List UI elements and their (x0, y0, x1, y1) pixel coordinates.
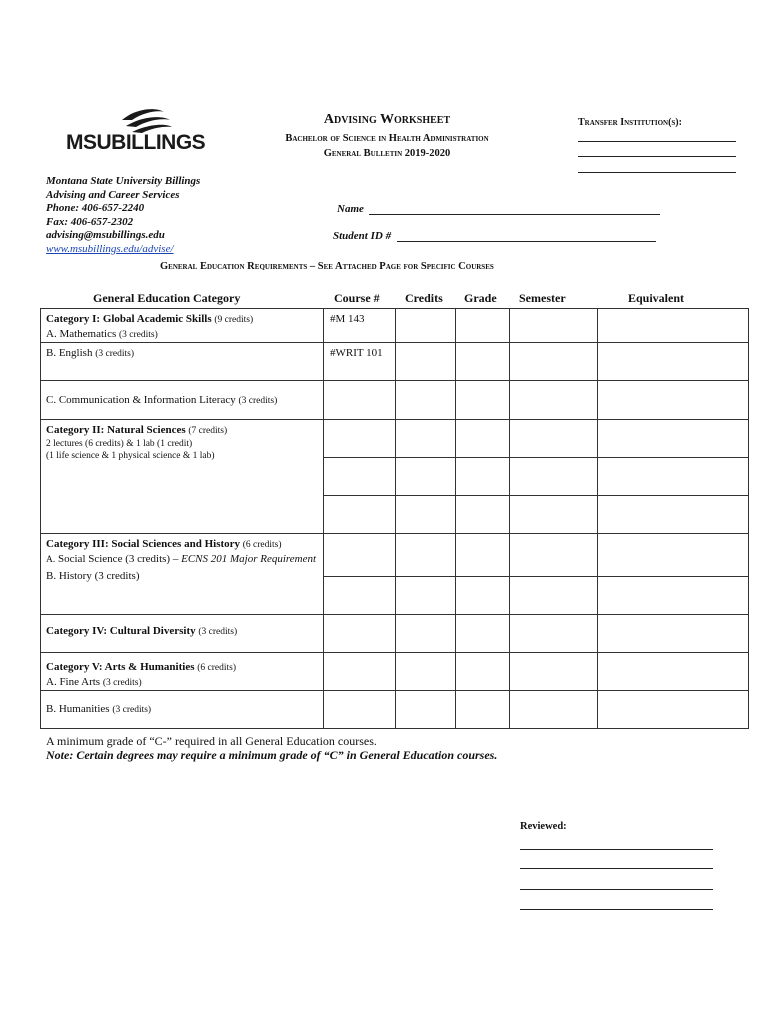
requirement-credits: (3 credits) (119, 330, 158, 340)
course-cell[interactable] (324, 420, 396, 458)
name-field[interactable] (369, 214, 660, 215)
reviewed-line-3[interactable] (520, 889, 713, 890)
col-header-semester: Semester (519, 291, 566, 305)
requirement-label: A. Fine Arts (46, 676, 101, 688)
student-id-label: Student ID # (333, 230, 392, 242)
requirement-credits: (3 credits) (238, 395, 278, 406)
category-credits: (6 credits) (242, 540, 282, 550)
semester-cell[interactable] (510, 577, 598, 615)
category-name: Category III: Social Sciences and History (46, 538, 241, 550)
phone-number: Phone: 406-657-2240 (46, 202, 145, 214)
transfer-institution-line-3[interactable] (578, 172, 736, 173)
grade-cell[interactable] (456, 343, 510, 381)
course-cell[interactable]: #WRIT 101 (324, 343, 396, 381)
reviewed-line-2[interactable] (520, 868, 713, 869)
credits-cell[interactable] (396, 458, 456, 496)
credits-cell[interactable] (396, 309, 456, 343)
gen-ed-section-header: General Education Requirements – See Attached Page for Specific Courses (160, 261, 494, 272)
category-name: Category IV: Cultural Diversity (46, 625, 196, 637)
requirement-label: C. Communication & Information Literacy (46, 393, 236, 406)
dept-name: Advising and Career Services (46, 188, 180, 201)
transfer-institution-label: Transfer Institution(s): (578, 117, 682, 128)
category-cell (41, 615, 324, 653)
category-name: Category I: Global Academic Skills (46, 313, 212, 325)
email-address: advising@msubillings.edu (46, 229, 165, 241)
requirement-label: A. Mathematics (46, 328, 117, 340)
category-credits: (6 credits) (197, 663, 237, 673)
category-cell (41, 691, 324, 729)
semester-cell[interactable] (510, 420, 598, 458)
table-row (41, 653, 749, 691)
course-cell[interactable] (324, 458, 396, 496)
transfer-institution-line-1[interactable] (578, 141, 736, 142)
table-row (41, 381, 749, 420)
credits-cell[interactable] (396, 381, 456, 420)
reviewed-line-4[interactable] (520, 909, 713, 910)
brand-wordmark: MSUBILLINGS (66, 131, 206, 154)
credits-cell[interactable] (396, 534, 456, 577)
category-note: (1 life science & 1 physical science & 1 lab) (46, 451, 215, 461)
grade-cell[interactable] (456, 534, 510, 577)
category-note: 2 lectures (6 credits) & 1 lab (1 credit) (46, 439, 193, 449)
requirement-credits: (3 credits) (95, 349, 134, 359)
grade-cell[interactable] (456, 577, 510, 615)
grade-cell[interactable] (456, 458, 510, 496)
contact-block (46, 175, 200, 256)
degree-grade-note: Note: Certain degrees may require a minimum grade of “C” in General Education courses. (46, 748, 498, 762)
grade-cell[interactable] (456, 496, 510, 534)
grade-cell[interactable] (456, 309, 510, 343)
gen-ed-table (40, 308, 749, 729)
requirement-credits: (3 credits) (102, 678, 142, 688)
fax-number: Fax: 406-657-2302 (46, 215, 134, 228)
category-cell (41, 534, 324, 615)
equivalent-cell[interactable] (598, 309, 749, 343)
requirement-prefix: A. (46, 555, 56, 565)
semester-cell[interactable] (510, 534, 598, 577)
equivalent-cell[interactable] (598, 343, 749, 381)
col-header-equivalent: Equivalent (628, 291, 685, 305)
major-requirement: ECNS 201 Major Requirement (181, 553, 317, 565)
grade-cell[interactable] (456, 381, 510, 420)
credits-cell[interactable] (396, 615, 456, 653)
semester-cell[interactable] (510, 343, 598, 381)
table-row (41, 534, 749, 577)
col-header-grade: Grade (464, 291, 497, 305)
org-name: Montana State University Billings (46, 175, 201, 187)
col-header-category: General Education Category (93, 291, 241, 305)
category-cell (41, 653, 324, 691)
credits-cell[interactable] (396, 496, 456, 534)
table-row (41, 615, 749, 653)
table-row (41, 309, 749, 343)
requirement-credits: (3 credits) (112, 705, 152, 715)
worksheet-title: Advising Worksheet (323, 112, 451, 127)
semester-cell[interactable] (510, 653, 598, 691)
category-name: Category II: Natural Sciences (46, 424, 186, 436)
min-grade-note: A minimum grade of “C-” required in all General Education courses. (46, 734, 377, 748)
col-header-credits: Credits (405, 291, 443, 305)
semester-cell[interactable] (510, 496, 598, 534)
semester-cell[interactable] (510, 691, 598, 729)
category-credits: (9 credits) (214, 315, 254, 325)
category-cell (41, 309, 324, 343)
category-cell (41, 343, 324, 381)
category-credits: (7 credits) (188, 426, 228, 436)
course-cell[interactable] (324, 496, 396, 534)
table-row (41, 691, 749, 729)
reviewed-line-1[interactable] (520, 849, 713, 850)
bulletin-year: General Bulletin 2019-2020 (323, 148, 451, 159)
table-row (41, 343, 749, 381)
name-label: Name (337, 203, 364, 215)
col-header-course: Course # (334, 291, 380, 305)
course-cell[interactable] (324, 653, 396, 691)
semester-cell[interactable] (510, 309, 598, 343)
website-link[interactable]: www.msubillings.edu/advise/ (46, 242, 174, 255)
transfer-institution-line-2[interactable] (578, 156, 736, 157)
credits-cell[interactable] (396, 691, 456, 729)
grade-cell[interactable] (456, 653, 510, 691)
category-cell (41, 420, 324, 534)
equivalent-cell[interactable] (598, 653, 749, 691)
requirement-label: Social Science (3 credits) – (58, 553, 179, 565)
degree-name: Bachelor of Science in Health Administration (285, 133, 489, 144)
course-cell[interactable] (324, 615, 396, 653)
equivalent-cell[interactable] (598, 381, 749, 420)
category-cell (41, 381, 324, 420)
student-id-field[interactable] (397, 241, 656, 242)
course-cell[interactable] (324, 381, 396, 420)
equivalent-cell[interactable] (598, 577, 749, 615)
category-name: Category V: Arts & Humanities (46, 661, 195, 673)
reviewed-label: Reviewed: (520, 821, 567, 832)
credits-cell[interactable] (396, 653, 456, 691)
requirement-label: B. Humanities (46, 703, 110, 715)
table-row (41, 420, 749, 458)
semester-cell[interactable] (510, 615, 598, 653)
semester-cell[interactable] (510, 458, 598, 496)
grade-cell[interactable] (456, 615, 510, 653)
equivalent-cell[interactable] (598, 496, 749, 534)
category-credits: (3 credits) (198, 627, 238, 637)
grade-cell[interactable] (456, 691, 510, 729)
semester-cell[interactable] (510, 381, 598, 420)
requirement-label: B. English (46, 347, 93, 359)
equivalent-cell[interactable] (598, 691, 749, 729)
equivalent-cell[interactable] (598, 615, 749, 653)
course-cell[interactable] (324, 534, 396, 577)
grade-cell[interactable] (456, 420, 510, 458)
course-cell[interactable] (324, 691, 396, 729)
course-cell[interactable] (324, 577, 396, 615)
worksheet-subtitle (247, 131, 527, 161)
equivalent-cell[interactable] (598, 458, 749, 496)
requirement-label: B. History (3 credits) (46, 570, 140, 582)
equivalent-cell[interactable] (598, 534, 749, 577)
course-cell[interactable]: #M 143 (324, 309, 396, 343)
equivalent-cell[interactable] (598, 420, 749, 458)
credits-cell[interactable] (396, 577, 456, 615)
credits-cell[interactable] (396, 343, 456, 381)
credits-cell[interactable] (396, 420, 456, 458)
